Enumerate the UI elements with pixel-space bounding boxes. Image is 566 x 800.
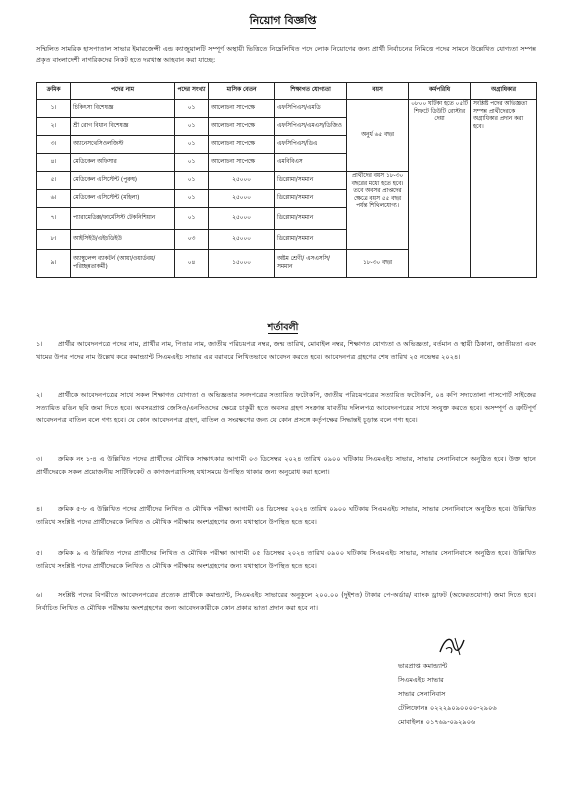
- cell-post: মেডিকেল এসিস্টেন্ট (পুরুষ): [71, 172, 175, 190]
- cell-qualification: এমবিবিএস: [275, 154, 347, 172]
- cell-salary: ২৫০০০: [209, 172, 275, 190]
- clause-3: [36, 453, 536, 478]
- cell-count: ০৪: [175, 250, 209, 278]
- header-qualification: শিক্ষাগত যোগ্যতা: [275, 83, 347, 100]
- cell-count: ০১: [175, 136, 209, 154]
- cell-age-staff: প্রার্থীদের বয়স ১৮-৩০ বছরের মধ্যে হতে হবে। তবে অবসর প্রাপ্তদের ক্ষেত্রে বয়স ৫৫ বছর পর্যন্ত শিথিলযোগ্য।: [347, 172, 409, 250]
- header-duty: কর্মপরিধি: [409, 83, 471, 100]
- clause-number: ২।: [36, 391, 43, 399]
- clause-text: সংশ্লিষ্ট পদের বিপরীতে আবেদনপত্রের প্রত্যেক প্রার্থীকে কমান্ড্যান্ট, সিএমএইচ সাভারের অনুকূলে ২০০.০০ (দুইশত) টাকার পে-অর্ডার/ ব্যাংক ড্রাফট (অফেরতযোগ্য) জমা দিতে হবে। নির্বাচিত লিখিত ও মৌখিক পরীক্ষায় অংশগ্রহণের জন্য আবেদনকারীকে কোন প্রকার ভাতা প্রদান করা হবে না।: [36, 591, 536, 612]
- signatory-location: সাভার সেনানিবাস: [398, 690, 446, 698]
- job-table: [36, 82, 537, 278]
- clause-number: ৬।: [36, 591, 43, 599]
- header-salary: মাসিক বেতন: [209, 83, 275, 100]
- cell-post: অ্যাম্বুলেন্স ব্যাকটর্ন (আয়া/ওয়ার্ডবয়/পরিচ্ছন্নতাকর্মী): [71, 250, 175, 278]
- cell-count: ০৩: [175, 230, 209, 250]
- cell-count: ০১: [175, 118, 209, 136]
- header-preference: অগ্রাধিকার: [471, 83, 537, 100]
- cell-post: মেডিকেল অফিসার: [71, 154, 175, 172]
- cell-serial: ৫।: [37, 172, 71, 190]
- cell-qualification: ডিপ্লোমা/সমমান: [275, 190, 347, 208]
- clause-text: প্রার্থীকে আবেদনপত্রের সাথে সকল শিক্ষাগত যোগ্যতা ও অভিজ্ঞতার সনদপত্রের সত্যায়িত ফটোকপি, জাতীয় পরিচয়পত্রের সত্যায়িত ফটোকপি, ০৪ কপি সদ্যতোলা পাসপোর্ট সাইজের সত্যায়িত রঙিন ছবি জমা দিতে হবে। অবসরপ্রাপ্ত জেসিও/এনসিওদের ক্ষেত্রে চাকুরী হতে অবসর গ্রহণ সংক্রান্ত যাবতীয় দলিলপত্র আবেদনপত্রের সাথে সংযুক্ত করতে হবে। অসম্পূর্ণ ও ত্রুটিপূর্ণ আবেদনপত্র বাতিল বলে গণ্য হবে। যে কোন আবেদনপত্র গ্রহণ, বাতিল ও সংরক্ষণের জন্য যে কোন প্রসঙ্গে কর্তৃপক্ষের সিদ্ধান্তই চূড়ান্ত বলে গণ্য হবে।: [36, 391, 536, 424]
- cell-salary: আলোচনা সাপেক্ষে: [209, 154, 275, 172]
- cell-duty: ০৮০০ ঘটিকা হতে ০৫টি শিফটে ডিউটি রোস্টার দেয়া: [409, 100, 471, 278]
- cell-post: প্যারামেডিক্স/ফার্মেসিস্ট টেকনিশিয়ান: [71, 208, 175, 230]
- header-serial: ক্রমিক: [37, 83, 71, 100]
- cell-qualification: এফসিপিএস/এমএস/ডিজিও: [275, 118, 347, 136]
- cell-serial: ৩।: [37, 136, 71, 154]
- cell-post: অ্যানেসথেসিওলজিস্ট: [71, 136, 175, 154]
- cell-post: শ্রী রোগ বিধান বিশেষজ্ঞ: [71, 118, 175, 136]
- clause-text: ক্রমিক ৯ এ উল্লিখিত পদের প্রার্থীদের লিখিত ও মৌখিক পরীক্ষা আগামী ০৫ ডিসেম্বর ২০২৪ তারিখ ০৯০০ ঘটিকায় সিএমএইচ সাভার, সাভার সেনানিবাসে অনুষ্ঠিত হবে। উল্লিখিত তারিখে সংশ্লিষ্ট পদের প্রার্থীদেরকে লিখিত ও মৌখিক পরীক্ষায় অংশগ্রহণের জন্য যথাস্থানে উপস্থিত হতে হবে।: [36, 549, 536, 570]
- signatory-office: সিএমএইচ সাভার: [398, 676, 444, 684]
- cell-serial: ১।: [37, 100, 71, 118]
- cell-serial: ৬।: [37, 190, 71, 208]
- clause-number: ১।: [36, 340, 43, 348]
- clause-6: [36, 589, 536, 614]
- cell-count: ০১: [175, 172, 209, 190]
- clause-text: ক্রমিক নং ১-৪ এ উল্লিখিত পদের প্রার্থীদের মৌখিক সাক্ষাৎকার আগামী ০৩ ডিসেম্বর ২০২৪ তারিখ ০৯০০ ঘটিকায় সিএমএইচ সাভার, সাভার সেনানিবাসে অনুষ্ঠিত হবে। উক্ত স্থানে প্রার্থীদেরকে সকল প্রয়োজনীয় সার্টিফিকেট ও কাগজপত্রাদিসহ যথাসময়ে উপস্থিত থাকার জন্য অনুরোধ করা হলো।: [36, 455, 536, 476]
- table-header-row: [37, 83, 537, 100]
- cell-age-doctor: অনুর্ধ ৬৫ বছর: [347, 100, 409, 172]
- header-count: পদের সংখ্যা: [175, 83, 209, 100]
- cell-qualification: ডিপ্লোমা/সমমান: [275, 172, 347, 190]
- cell-count: ০১: [175, 154, 209, 172]
- cell-age-last: ১৮-৩০ বছর: [347, 250, 409, 278]
- cell-serial: ৯।: [37, 250, 71, 278]
- conditions-title-text: শর্তাবলী: [267, 322, 299, 333]
- cell-serial: ৮।: [37, 230, 71, 250]
- cell-qualification: এফসিপিএস/ডিএ: [275, 136, 347, 154]
- cell-serial: ৭।: [37, 208, 71, 230]
- clause-5: [36, 547, 536, 572]
- cell-salary: ১৫০০০: [209, 250, 275, 278]
- header-age: বয়স: [347, 83, 409, 100]
- cell-salary: আলোচনা সাপেক্ষে: [209, 118, 275, 136]
- handwritten-signature: [437, 634, 467, 658]
- table-row: [37, 100, 537, 118]
- cell-count: ০১: [175, 100, 209, 118]
- signatory-telephone: টেলিফোনঃ ০২২২৯০৯০০০০-২৯০৬: [398, 704, 497, 712]
- header-post: পদের নাম: [71, 83, 175, 100]
- clause-4: [36, 503, 536, 528]
- clause-number: ৫।: [36, 549, 43, 557]
- cell-salary: ২৫০০০: [209, 208, 275, 230]
- clause-text: ক্রমিক ৫-৮ এ উল্লিখিত পদের প্রার্থীদের লিখিত ও মৌখিক পরীক্ষা আগামী ০৪ ডিসেম্বর ২০২৪ তারিখ ০৯০০ ঘটিকায় সিএমএইচ সাভার, সাভার সেনানিবাসে অনুষ্ঠিত হবে। উল্লিখিত তারিখে সংশ্লিষ্ট পদের প্রার্থীদেরকে লিখিত ও মৌখিক পরীক্ষায় অংশগ্রহণের জন্য যথাস্থানে উপস্থিত হতে হবে।: [36, 505, 536, 526]
- cell-serial: ৪।: [37, 154, 71, 172]
- signatory-title: ভারপ্রাপ্ত কমান্ড্যান্ট: [398, 662, 448, 670]
- cell-qualification: এফসিপিএস/এমডি: [275, 100, 347, 118]
- intro-paragraph: সম্মিলিত সামরিক হাসপাতাল সাভার ইমারজেন্সী এন্ড ক্যাজুয়ালটি সম্পূর্ণ অস্থায়ী ভিত্তিতে নিম্নেলিখিত পদে লোক নিয়োগের জন্য প্রার্থী নির্বাচনের নিমিত্তে পদের সামনে উল্লেখিত যোগ্যতা সম্পন্ন প্রকৃত বাংলাদেশী নাগরিকদের নিকট হতে দরখাস্ত আহবান করা যাচ্ছে:: [36, 45, 536, 64]
- clause-number: ৩।: [36, 455, 43, 463]
- conditions-title: [0, 321, 566, 336]
- cell-qualification: ডিপ্লোমা/সমমান: [275, 230, 347, 250]
- cell-post: মেডিকেল এসিস্টেন্ট (মহিলা): [71, 190, 175, 208]
- clause-2: [36, 389, 536, 427]
- cell-post: চিকিৎসা বিশেষজ্ঞ: [71, 100, 175, 118]
- cell-salary: ২৫০০০: [209, 230, 275, 250]
- cell-qualification: ডিপ্লোমা/সমমান: [275, 208, 347, 230]
- clause-text: প্রার্থীর আবেদনপত্রে পদের নাম, প্রার্থীর নাম, পিতার নাম, জাতীয় পরিচয়পত্র নম্বর, জন্ম তারিখ, মোবাইল নম্বর, শিক্ষাগত যোগ্যতা ও অভিজ্ঞতা, বর্তমান ও স্থায়ী ঠিকানা, জাতীয়তা এবং খামের উপর পদের নাম উল্লেখ করে কমান্ড্যান্ট সিএমএইচ সাভার এর বরাবরে লিখিতভাবে আবেদন করতে হবে। আবেদনপত্র গ্রহণের শেষ তারিখ ২৫ নভেম্বর ২০২৪।: [36, 340, 536, 361]
- clause-number: ৪।: [36, 505, 43, 513]
- cell-count: ০১: [175, 208, 209, 230]
- cell-count: ০১: [175, 190, 209, 208]
- page-title: [0, 12, 566, 31]
- cell-salary: আলোচনা সাপেক্ষে: [209, 136, 275, 154]
- cell-preference: সংশ্লিষ্ট পদের অভিজ্ঞতা সম্পন্ন প্রার্থীদেরকে অগ্রাধিকার প্রদান করা হবে।: [471, 100, 537, 278]
- clause-1: [36, 338, 536, 363]
- signatory-mobile: মোবাইলঃ ০১৭৬৯-০৯২৯০৬: [398, 718, 476, 726]
- title-text: নিয়োগ বিজ্ঞপ্তি: [249, 14, 317, 27]
- cell-salary: আলোচনা সাপেক্ষে: [209, 100, 275, 118]
- cell-qualification: অষ্টম শ্রেণী/ এসএসসি/সমমান: [275, 250, 347, 278]
- cell-salary: ২৫০০০: [209, 190, 275, 208]
- cell-serial: ২।: [37, 118, 71, 136]
- cell-post: আইসিইউ/এইচডিইউ: [71, 230, 175, 250]
